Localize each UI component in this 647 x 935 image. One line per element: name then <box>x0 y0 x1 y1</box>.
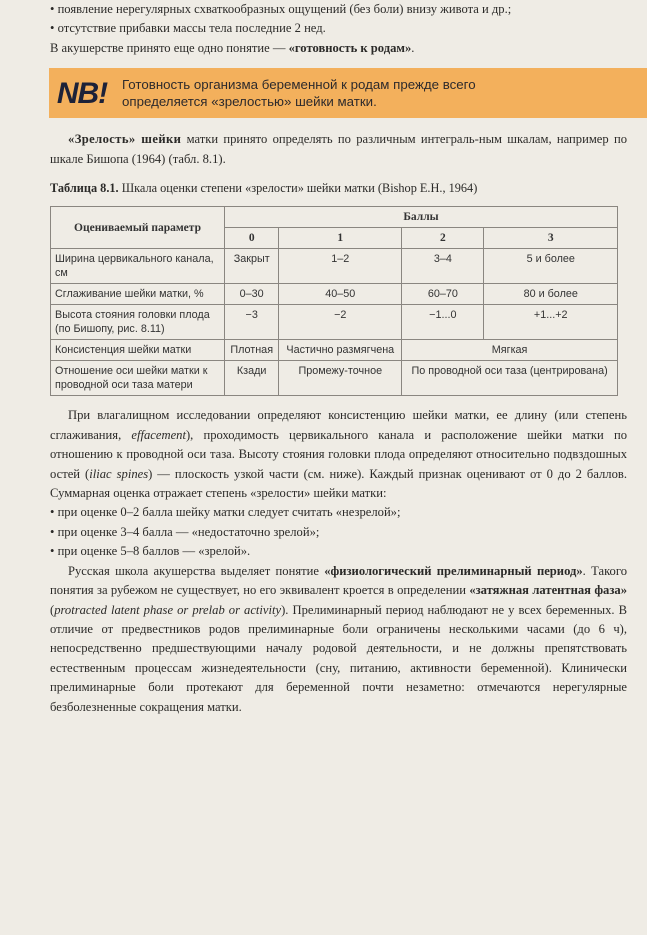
table-cell: +1...+2 <box>484 305 618 340</box>
italic-term: effacement <box>131 427 186 442</box>
table-cell: Ширина цервикального канала, см <box>51 249 225 284</box>
text-span: При влагалищном исследовании определяют консистенцию шейки матки, ее длину (или степень сглаживания, <box>50 408 627 442</box>
list-item: • отсутствие прибавки массы тела последние 2 нед. <box>50 19 627 38</box>
text-span: ) — плоскость узкой части (см. ниже). Каждый признак оценивают от 0 до 2 баллов. Суммарная оценка отражает степень «зрелости» шейки матки: <box>50 466 627 501</box>
caption-text: Шкала оценки степени «зрелости» шейки матки (Bishop E.H., 1964) <box>118 181 478 196</box>
table-cell: 5 и более <box>484 249 618 284</box>
bishop-scale-table <box>50 206 618 396</box>
text-span: ( <box>50 602 55 617</box>
table-cell: По проводной оси таза (центрирована) <box>402 361 618 396</box>
nb-line: определяется «зрелостью» шейки матки. <box>122 94 377 110</box>
table-cell: 3–4 <box>402 249 484 284</box>
table-cell: −3 <box>225 305 279 340</box>
caption-label: Таблица 8.1. <box>50 181 119 196</box>
table-cell: 80 и более <box>484 284 618 305</box>
table-cell: Плотная <box>225 340 279 361</box>
table-row <box>51 340 618 361</box>
table-cell: Консистенция шейки матки <box>51 340 225 361</box>
table-cell: Частично размягчена <box>279 340 402 361</box>
header-scores: Баллы <box>225 207 618 228</box>
table-row <box>51 361 618 396</box>
bold-term: «физиологический прелиминарный период» <box>324 563 583 578</box>
list-item: • при оценке 5–8 баллов — «зрелой». <box>50 542 627 561</box>
text-span: ). Прелиминарный период наблюдают не у всех беременных. В отличие от предвестников родов прелиминарные боли ограничены несколькими часами (до 6 ч), непосредственно предшествующими началу родовой деятельности, и не должны препятствовать естественным процессам жизнедеятельности (сну, питанию, активности беременной). Клинически прелиминарные боли протекают для беременной почти незаметно: отмечаются нерегулярные безболезненные сокращения матки. <box>50 602 627 714</box>
prelim-paragraph <box>50 562 627 717</box>
maturity-paragraph <box>50 130 627 169</box>
table-cell: −2 <box>279 305 402 340</box>
text-span: . Такого понятия за рубежом не существует, но его эквивалент кроется в определении <box>50 563 627 598</box>
table-row <box>51 305 618 340</box>
bold-term: «готовность к родам» <box>288 40 412 55</box>
table-header-row <box>51 207 618 228</box>
nb-callout <box>49 68 647 118</box>
score-col: 3 <box>484 228 618 249</box>
table-cell: Мягкая <box>402 340 618 361</box>
header-param: Оцениваемый параметр <box>51 207 225 249</box>
text-span: матки принято определять по различным интеграль-ным шкалам, например по шкале Бишопа (1964) (табл. 8.1). <box>50 132 627 166</box>
table-cell: Кзади <box>225 361 279 396</box>
table-cell: Закрыт <box>225 249 279 284</box>
nb-logo: NB! <box>56 76 108 110</box>
italic-term: protracted latent phase <box>54 602 174 617</box>
bold-term: «затяжная латентная фаза» <box>469 583 627 598</box>
score-col: 2 <box>402 228 484 249</box>
table-cell: Отношение оси шейки матки к проводной оси таза матери <box>51 361 225 396</box>
text-span: ), проходимость цервикального канала и расположение шейки матки по отношению к проводной оси таза. Высоту стояния головки плода определяют относительно подвздошных остей ( <box>50 427 628 481</box>
readiness-sentence <box>50 39 627 58</box>
table-cell: 40–50 <box>279 284 402 305</box>
table-caption <box>50 179 627 198</box>
table-row <box>51 249 618 284</box>
list-item: • появление нерегулярных схваткообразных ощущений (без боли) внизу живота и др.; <box>50 0 627 19</box>
table-cell: 60–70 <box>402 284 484 305</box>
table-row <box>51 284 618 305</box>
italic-term: iliac spines <box>89 466 149 481</box>
list-item: • при оценке 3–4 балла — «недостаточно зрелой»; <box>50 523 627 542</box>
score-col: 0 <box>225 228 279 249</box>
table-cell: Высота стояния головки плода (по Бишопу, рис. 8.11) <box>51 305 225 340</box>
bold-term: «Зрелость» шейки <box>68 132 182 147</box>
text-span: В акушерстве принято еще одно понятие — <box>50 40 289 55</box>
table-cell: Промежу-точное <box>279 361 402 396</box>
table-cell: 1–2 <box>279 249 402 284</box>
nb-line: Готовность организма беременной к родам прежде всего <box>122 77 476 93</box>
table-cell: Сглаживание шейки матки, % <box>51 284 225 305</box>
table-cell: −1...0 <box>402 305 484 340</box>
score-col: 1 <box>279 228 402 249</box>
text-span: . <box>411 40 415 55</box>
text-span: Русская школа акушерства выделяет понятие <box>68 563 325 578</box>
nb-text <box>122 76 476 110</box>
italic-term: or prelab or activity <box>177 602 282 617</box>
exam-paragraph <box>50 406 627 503</box>
table-cell: 0–30 <box>225 284 279 305</box>
list-item: • при оценке 0–2 балла шейку матки следует считать «незрелой»; <box>50 503 627 522</box>
